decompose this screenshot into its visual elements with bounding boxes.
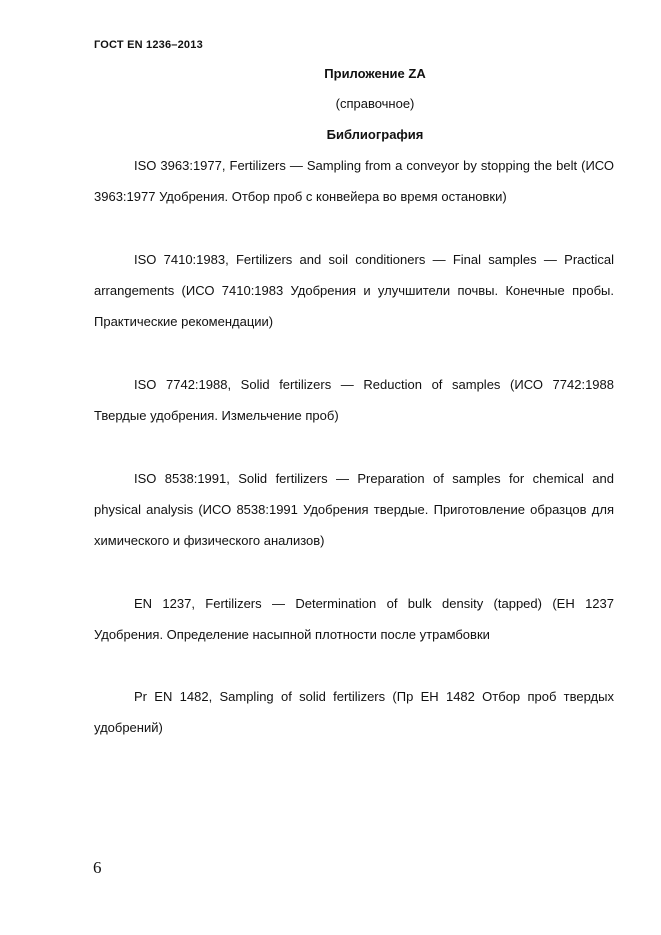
bibliography-entry: Pr EN 1482, Sampling of solid fertilizers (Пр ЕН 1482 Отбор проб твердых удобрений) xyxy=(94,689,614,735)
bibliography-entry: ISO 3963:1977, Fertilizers — Sampling from a conveyor by stopping the belt (ИСО 3963:1977 Удобрения. Отбор проб с конвейера во время остановки) xyxy=(94,158,614,204)
document-code: ГОСТ EN 1236–2013 xyxy=(94,39,203,51)
annex-title: Приложение ZA xyxy=(324,66,426,81)
bibliography-entry: ISO 7742:1988, Solid fertilizers — Reduction of samples (ИСО 7742:1988 Твердые удобрения. Измельчение проб) xyxy=(94,377,614,423)
page-number: 6 xyxy=(93,858,102,877)
bibliography-entry: EN 1237, Fertilizers — Determination of bulk density (tapped) (ЕН 1237 Удобрения. Определение насыпной плотности после утрамбовки xyxy=(94,596,614,642)
bibliography-entry: ISO 8538:1991, Solid fertilizers — Preparation of samples for chemical and physical analysis (ИСО 8538:1991 Удобрения твердые. Приготовление образцов для химического и физического анализов) xyxy=(94,471,614,548)
annex-note: (справочное) xyxy=(335,96,415,111)
bibliography-title: Библиография xyxy=(326,127,424,142)
bibliography-entry: ISO 7410:1983, Fertilizers and soil conditioners — Final samples — Practical arrangements (ИСО 7410:1983 Удобрения и улучшители почвы. Конечные пробы. Практические рекомендации) xyxy=(94,252,614,329)
